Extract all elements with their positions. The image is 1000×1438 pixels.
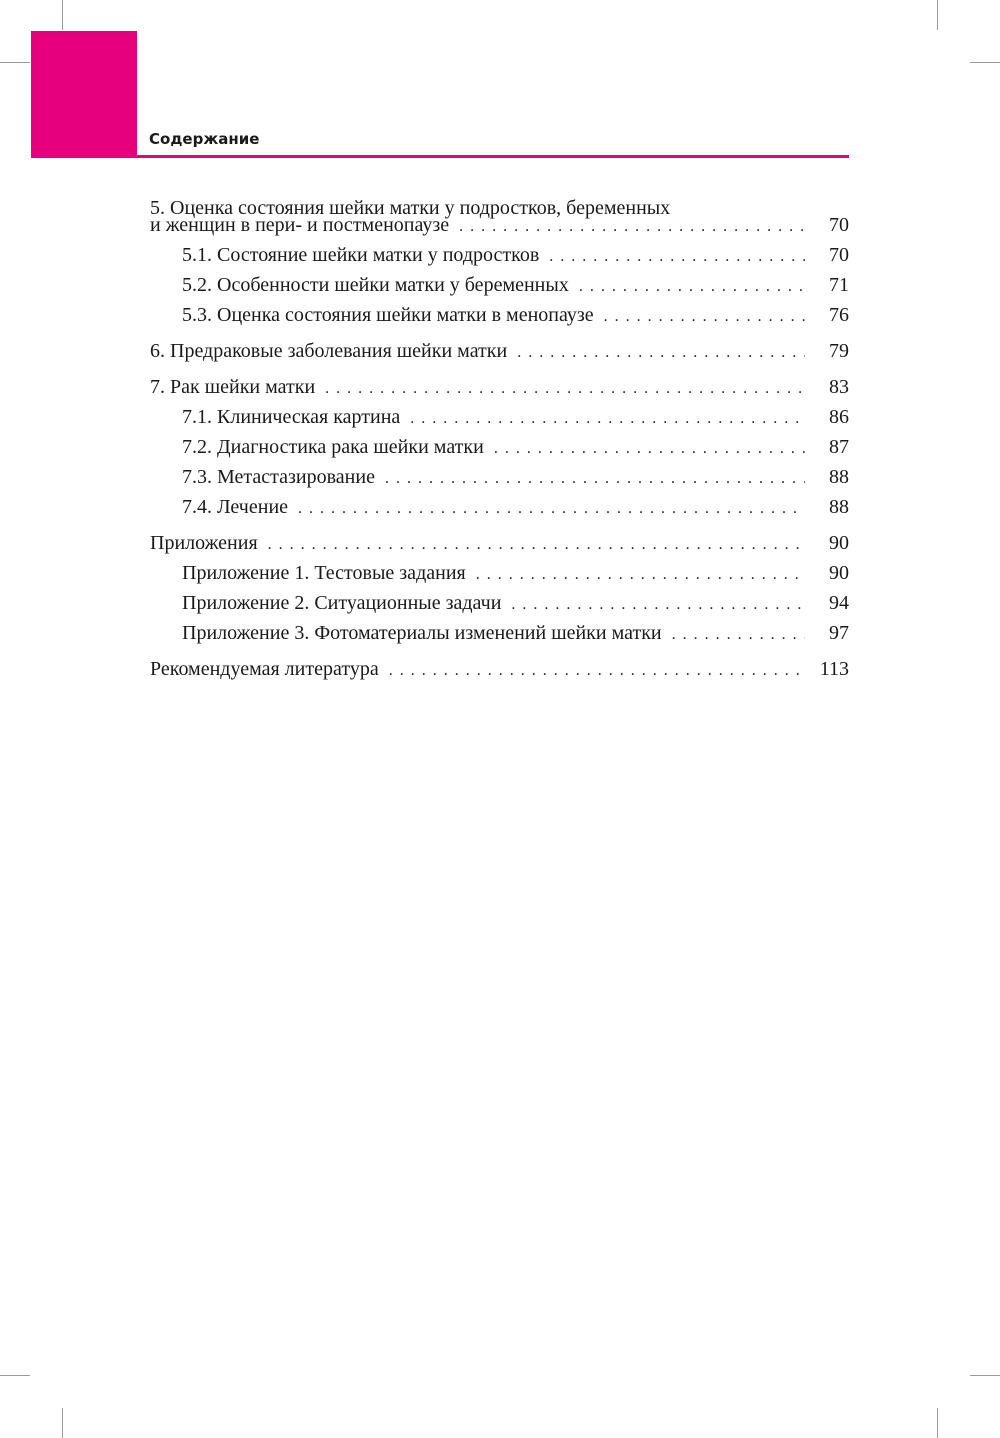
dot-leader (410, 407, 805, 431)
running-head: Содержание (149, 130, 260, 148)
dot-leader (604, 305, 805, 329)
toc-entry-title: Приложение 2. Ситуационные задачи (182, 592, 502, 614)
toc-page-number: 70 (829, 214, 849, 236)
dot-leader (459, 215, 805, 239)
toc-entry-title: Приложение 1. Тестовые задания (182, 562, 466, 584)
toc-entry-5-1[interactable] (150, 243, 849, 273)
dot-leader (385, 467, 805, 491)
crop-mark (0, 62, 30, 63)
dot-leader (579, 275, 805, 299)
toc-entry-5-2[interactable] (150, 273, 849, 303)
toc-page-number: 88 (829, 496, 849, 518)
crop-mark (970, 62, 1000, 63)
toc-page-number: 76 (829, 304, 849, 326)
toc-entry-appendix-1[interactable] (150, 561, 849, 591)
toc-entry-title: 5.2. Особенности шейки матки у беременных (182, 274, 569, 296)
toc-entry-title: Приложения (150, 532, 258, 554)
dot-leader (268, 533, 805, 557)
toc-entry-title: 7.2. Диагностика рака шейки матки (182, 436, 484, 458)
toc-entry-appendices[interactable] (150, 531, 849, 561)
toc-entry-title: 6. Предраковые заболевания шейки матки (150, 340, 508, 362)
toc-entry-6[interactable] (150, 339, 849, 369)
toc-entry-7-4[interactable] (150, 495, 849, 525)
toc-page-number: 86 (829, 406, 849, 428)
toc-entry-7-1[interactable] (150, 405, 849, 435)
toc-entry-title-line1: 5. Оценка состояния шейки матки у подростков, беременных (150, 197, 671, 219)
toc-page-number: 113 (819, 658, 849, 680)
toc-entry-7-2[interactable] (150, 435, 849, 465)
toc-entry-title: 5.3. Оценка состояния шейки матки в менопаузе (182, 304, 594, 326)
toc-entry-title: 7.1. Клиническая картина (182, 406, 401, 428)
toc-page-number: 83 (829, 376, 849, 398)
toc-entry-title: 5.1. Состояние шейки матки у подростков (182, 244, 540, 266)
crop-mark (937, 0, 938, 30)
toc-page-number: 90 (829, 562, 849, 584)
dot-leader (298, 497, 805, 521)
toc-entry-title: 7. Рак шейки матки (150, 376, 316, 398)
toc-entry-literature[interactable] (150, 657, 849, 687)
crop-mark (62, 0, 63, 30)
toc-entry-7-3[interactable] (150, 465, 849, 495)
toc-entry-appendix-3[interactable] (150, 621, 849, 651)
toc-page-number: 90 (829, 532, 849, 554)
dot-leader (325, 377, 805, 401)
dot-leader (476, 563, 805, 587)
crop-mark (937, 1408, 938, 1438)
accent-block (31, 31, 137, 158)
crop-mark (0, 1375, 30, 1376)
dot-leader (494, 437, 805, 461)
toc-entry-appendix-2[interactable] (150, 591, 849, 621)
toc-page-number: 87 (829, 436, 849, 458)
toc-page-number: 97 (829, 622, 849, 644)
toc-page-number: 71 (829, 274, 849, 296)
crop-mark (62, 1408, 63, 1438)
toc-page-number: 79 (829, 340, 849, 362)
toc-entry-title: 7.3. Метастазирование (182, 466, 375, 488)
dot-leader (389, 659, 805, 683)
table-of-contents (150, 196, 849, 687)
toc-page-number: 94 (829, 592, 849, 614)
crop-mark (970, 1375, 1000, 1376)
dot-leader (511, 593, 805, 617)
toc-page-number: 70 (829, 244, 849, 266)
toc-entry-5-3[interactable] (150, 303, 849, 333)
dot-leader (549, 245, 805, 269)
toc-entry-7[interactable] (150, 375, 849, 405)
toc-entry-title: Рекомендуемая литература (150, 658, 379, 680)
toc-entry-title-line2: и женщин в пери- и постменопаузе (150, 214, 450, 236)
dot-leader (517, 341, 805, 365)
toc-entry-title: Приложение 3. Фотоматериалы изменений шейки матки (182, 622, 662, 644)
toc-entry-5[interactable] (150, 196, 849, 243)
header-rule (137, 155, 849, 158)
toc-entry-title: 7.4. Лечение (182, 496, 289, 518)
dot-leader (672, 623, 805, 647)
toc-page-number: 88 (829, 466, 849, 488)
